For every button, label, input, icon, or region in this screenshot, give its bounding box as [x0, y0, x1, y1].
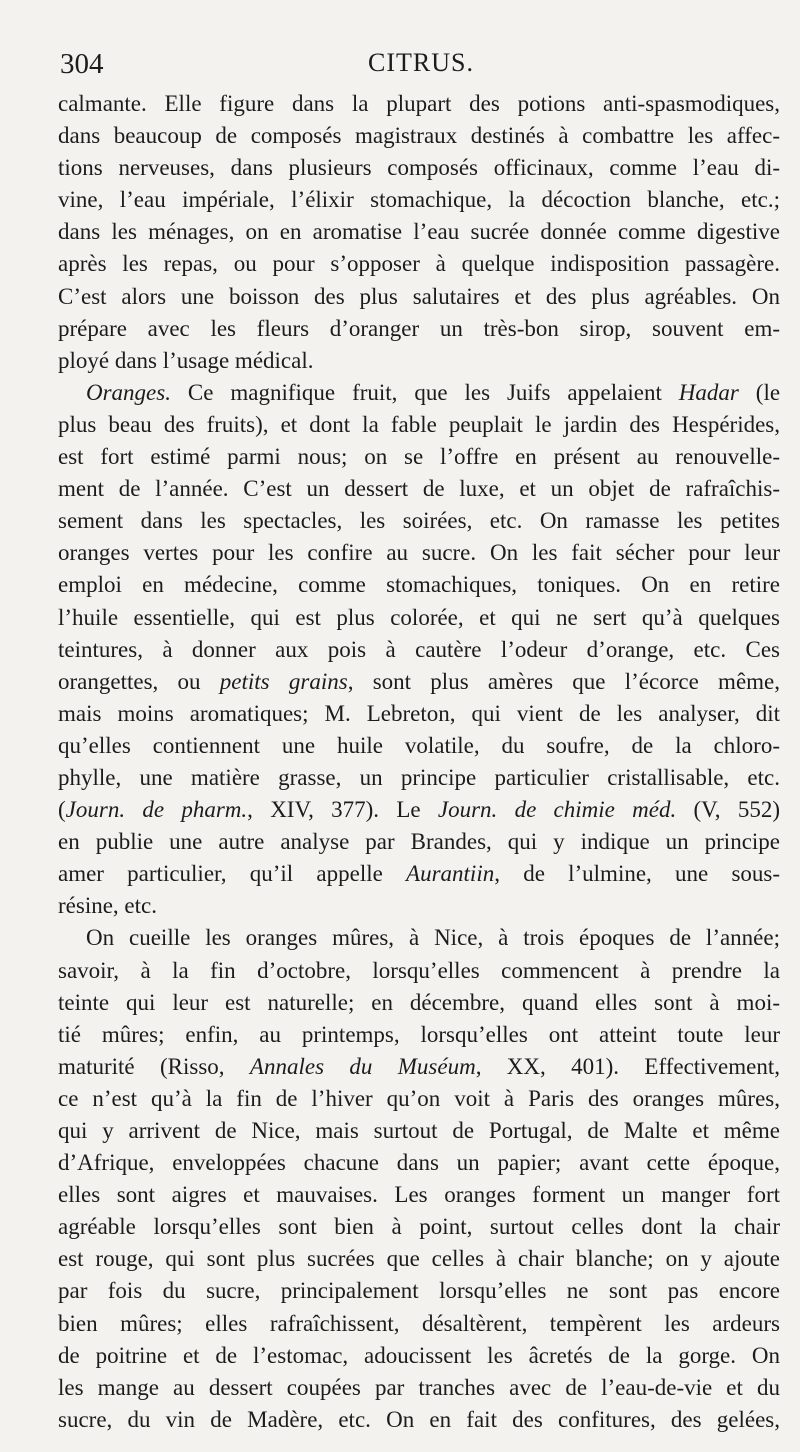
citation-journ-pharm: Journ. de pharm.	[65, 797, 248, 823]
text-line: les mange au dessert coupées par tranches avec de l’eau-de-vie et du	[58, 1374, 780, 1400]
citation-journ-chimie: Journ. de chimie méd.	[437, 797, 677, 823]
paragraph-1	[58, 88, 780, 377]
text-line: amer particulier, qu’il appelle Aurantiin, de l’ulmine, une sous-	[58, 861, 781, 887]
text-line: de poitrine et de l’estomac, adoucissent les âcretés de la gorge. On	[58, 1342, 780, 1368]
text-line: est fort estimé parmi nous; on se l’offre en présent au renouvelle-	[58, 444, 780, 470]
text-line: d’Afrique, enveloppées chacune dans un papier; avant cette époque,	[58, 1150, 780, 1176]
section-lead: Oranges.	[86, 379, 171, 405]
text-line: ployé dans l’usage médical.	[58, 347, 314, 373]
term-petits-grains: petits grains	[219, 668, 348, 694]
text-line: ment de l’année. C’est un dessert de luxe, et un objet de rafraîchis-	[58, 476, 780, 502]
text-line: tions nerveuses, dans plusieurs composés officinaux, comme l’eau di-	[58, 155, 780, 181]
text-line: qu’elles contiennent une huile volatile, du soufre, de la chloro-	[58, 732, 780, 758]
text-line: l’huile essentielle, qui est plus colorée, et qui ne sert qu’à quelques	[58, 604, 780, 630]
text-line: agréable lorsqu’elles sont bien à point, surtout celles dont la chair	[58, 1214, 780, 1240]
text-line: vine, l’eau impériale, l’élixir stomachique, la décoction blanche, etc.;	[58, 187, 780, 213]
page-number: 304	[60, 48, 104, 80]
text-line: oranges vertes pour les confire au sucre. On les fait sécher pour leur	[58, 540, 780, 566]
text-line: mais moins aromatiques; M. Lebreton, qui vient de les analyser, dit	[58, 700, 780, 726]
text-line: emploi en médecine, comme stomachiques, toniques. On en retire	[58, 572, 780, 598]
text-line: dans beaucoup de composés magistraux destinés à combattre les affec-	[58, 123, 780, 149]
text-line: qui y arrivent de Nice, mais surtout de Portugal, de Malte et même	[58, 1118, 780, 1143]
running-title: CITRUS.	[368, 48, 474, 77]
text-line: prépare avec les fleurs d’oranger un très-bon sirop, souvent em-	[58, 315, 780, 341]
text-line: orangettes, ou petits grains, sont plus amères que l’écorce même,	[58, 668, 781, 694]
text-line: tié mûres; enfin, au printemps, lorsqu’elles ont atteint toute leur	[58, 1021, 780, 1047]
text-line: sement dans les spectacles, les soirées, etc. On ramasse les petites	[58, 508, 780, 534]
text-line: elles sont aigres et mauvaises. Les oranges forment un manger fort	[58, 1182, 780, 1208]
text-line: On cueille les oranges mûres, à Nice, à trois époques de l’année;	[86, 925, 780, 951]
text-line: après les repas, ou pour s’opposer à quelque indisposition passagère.	[58, 251, 780, 277]
text-line: (Journ. de pharm., XIV, 377). Le Journ. de chimie méd. (V, 552)	[58, 797, 780, 823]
body-text	[58, 88, 780, 1436]
text-line: maturité (Risso, Annales du Muséum, XX, 401). Effectivement,	[58, 1053, 781, 1079]
text-line: est rouge, qui sont plus sucrées que celles à chair blanche; on y ajoute	[58, 1246, 780, 1272]
text-line: Oranges. Ce magnifique fruit, que les Juifs appelaient Hadar (le	[86, 379, 781, 405]
text-line: teintures, à donner aux pois à cautère l’odeur d’orange, etc. Ces	[58, 636, 780, 662]
text-line: C’est alors une boisson des plus salutaires et des plus agréables. On	[58, 283, 780, 309]
text-line: sucre, du vin de Madère, etc. On en fait des confitures, des gelées,	[58, 1406, 780, 1432]
text-line: dans les ménages, on en aromatise l’eau sucrée donnée comme digestive	[58, 219, 780, 245]
text-line: teinte qui leur est naturelle; en décembre, quand elles sont à moi-	[58, 989, 780, 1015]
page-header	[60, 48, 780, 88]
text-line: ce n’est qu’à la fin de l’hiver qu’on voit à Paris des oranges mûres,	[58, 1085, 780, 1111]
text-line: résine, etc.	[58, 893, 157, 919]
text-line: bien mûres; elles rafraîchissent, désaltèrent, tempèrent les ardeurs	[58, 1310, 780, 1336]
text-line: savoir, à la fin d’octobre, lorsqu’elles commencent à prendre la	[58, 957, 780, 983]
term-aurantiin: Aurantiin	[406, 861, 495, 887]
text-line: plus beau des fruits), et dont la fable peuplait le jardin des Hespérides,	[58, 411, 780, 437]
text-line: en publie une autre analyse par Brandes, qui y indique un principe	[58, 829, 780, 855]
text-line: phylle, une matière grasse, un principe particulier cristallisable, etc.	[58, 764, 780, 790]
text-line: par fois du sucre, principalement lorsqu’elles ne sont pas encore	[58, 1278, 780, 1304]
term-hadar: Hadar	[678, 379, 739, 405]
text-line: calmante. Elle figure dans la plupart des potions anti-spasmodiques,	[58, 91, 780, 116]
paragraph-2	[58, 377, 780, 923]
paragraph-3	[58, 922, 780, 1436]
citation-annales: Annales du Muséum	[249, 1053, 476, 1079]
